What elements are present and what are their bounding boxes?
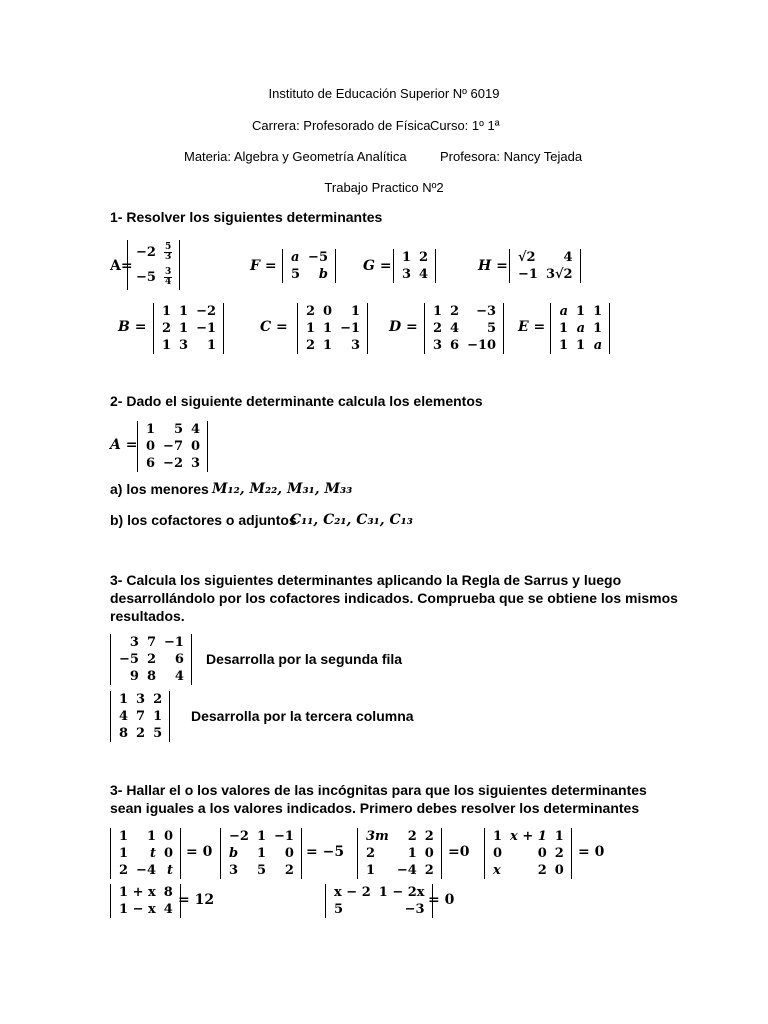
section2-heading: 2- Dado el siguiente determinante calcula los elementos	[110, 393, 483, 409]
cell: 1	[554, 829, 564, 844]
matrix-a	[127, 240, 180, 290]
cell: t	[167, 863, 174, 878]
cell: −2	[229, 829, 249, 844]
cell: x	[493, 863, 501, 878]
equation-det-2	[220, 828, 302, 879]
cell: 0	[323, 304, 333, 319]
document-title: Trabajo Practico Nº2	[324, 180, 444, 195]
cell: a	[291, 250, 300, 265]
matrix-e	[550, 303, 610, 354]
equation-5-rhs: = 12	[178, 892, 215, 908]
cell: −5	[136, 270, 156, 285]
cell: −5	[119, 652, 139, 667]
cell: 1	[119, 692, 129, 707]
cell: 1	[559, 321, 569, 336]
cofactors-text: b) los cofactores o adjuntos	[110, 512, 297, 528]
cell: −10	[467, 338, 497, 353]
cell: 0	[284, 846, 294, 861]
cell: −2	[163, 456, 183, 471]
cell: 1 + x	[119, 885, 156, 900]
cell: 1	[559, 338, 569, 353]
section3-heading-1: 3- Calcula los siguientes determinantes aplicando la Regla de Sarrus y luego	[110, 572, 622, 588]
career-line: Carrera: Profesorado de Física	[252, 118, 431, 133]
cell: 5	[487, 321, 497, 336]
subject-line: Materia: Algebra y Geometría Analítica	[184, 149, 407, 164]
cell: 1	[146, 422, 156, 437]
cell: 1	[323, 338, 333, 353]
minors-math: M₁₂, M₂₂, M₃₁, M₃₃	[212, 481, 353, 497]
sarrus-matrix-1	[110, 634, 192, 685]
cell: 0	[554, 863, 564, 878]
cell: 1	[179, 304, 189, 319]
cofactors-math: C₁₁, C₂₁, C₃₁, C₁₃	[290, 512, 413, 528]
cell: a	[576, 321, 586, 336]
equation-2-rhs: = −5	[306, 844, 345, 860]
cell: 0	[424, 846, 434, 861]
section3-heading-2: desarrollándolo por los cofactores indicados. Comprueba que se obtiene los mismos	[110, 590, 678, 606]
cell: −5	[308, 250, 328, 265]
cell: 2	[407, 829, 417, 844]
sarrus-matrix-2	[110, 691, 170, 742]
matrix-c	[297, 303, 368, 354]
equation-det-4	[484, 828, 572, 879]
cell: 1	[402, 250, 412, 265]
cell: 1	[162, 338, 172, 353]
cell: 2	[306, 338, 316, 353]
cell: 0	[164, 829, 174, 844]
cell: −1	[340, 321, 361, 336]
cell: 2	[119, 863, 129, 878]
cell: 2	[419, 250, 429, 265]
cell: 4	[174, 669, 184, 684]
matrix-c-label: C =	[260, 319, 288, 335]
cell: −4	[396, 863, 417, 878]
cell: 1	[576, 338, 586, 353]
cell: 1	[593, 321, 603, 336]
matrix-a-label: A=	[110, 258, 133, 274]
cell: 4	[419, 267, 429, 282]
cell: −1	[274, 829, 294, 844]
matrix-h	[509, 249, 581, 283]
matrix-d	[424, 303, 504, 354]
equation-3-rhs: =0	[448, 844, 470, 860]
cell: 3	[136, 692, 146, 707]
institute-line: Instituto de Educación Superior Nº 6019	[268, 86, 500, 101]
equation-6-rhs: = 0	[428, 892, 455, 908]
cell: 4	[163, 902, 173, 917]
cell: 3	[351, 338, 361, 353]
cell: 3	[433, 338, 443, 353]
fraction: $\frac{5}{3}$	[164, 242, 172, 262]
cell: 0	[191, 439, 201, 454]
cell: 2	[136, 726, 146, 741]
cell: −1	[196, 321, 217, 336]
cell: 1 − x	[119, 902, 156, 917]
matrix-f-label: F =	[250, 258, 277, 274]
cell: 1	[119, 829, 129, 844]
cell: 3	[402, 267, 412, 282]
cell: 5	[291, 267, 301, 282]
cell: 1	[256, 829, 266, 844]
cell: 8	[119, 726, 129, 741]
cell: t	[149, 846, 156, 861]
cell: 6	[146, 456, 156, 471]
cell: 1	[366, 863, 376, 878]
cell: 3m	[366, 829, 389, 844]
cell: 8	[146, 669, 156, 684]
cell: 2	[450, 304, 460, 319]
section4-heading-1: 3- Hallar el o los valores de las incógnitas para que los siguientes determinantes	[110, 782, 647, 798]
cell: 1	[207, 338, 217, 353]
section3-heading-3: resultados.	[110, 608, 185, 624]
matrix-b	[153, 303, 224, 354]
cell: 4	[191, 422, 201, 437]
cell: √2	[518, 250, 536, 265]
cell: a	[559, 304, 569, 319]
sarrus-note-1: Desarrolla por la segunda fila	[206, 651, 403, 667]
equation-det-1	[110, 828, 181, 879]
matrix-b-label: B =	[118, 319, 147, 335]
cell: 5	[256, 863, 266, 878]
cell: 5	[173, 422, 183, 437]
cell: 1	[119, 846, 129, 861]
cell: b	[318, 267, 328, 282]
cell: b	[229, 846, 239, 861]
cell: 2	[306, 304, 316, 319]
cell: 1	[146, 829, 156, 844]
cell: 2	[433, 321, 443, 336]
cell: 4	[563, 250, 573, 265]
section4-heading-2: sean iguales a los valores indicados. Primero debes resolver los determinantes	[110, 800, 640, 816]
cell: 3	[179, 338, 189, 353]
cell: 2	[162, 321, 172, 336]
cell: 0	[146, 439, 156, 454]
matrix-a2-label: A =	[110, 437, 138, 453]
matrix-d-label: D =	[389, 319, 418, 335]
cell	[160, 240, 176, 265]
cell: 1 − 2x	[378, 885, 425, 900]
cell: −2	[196, 304, 217, 319]
cell: 0	[164, 846, 174, 861]
cell: 2	[153, 692, 163, 707]
cell: 7	[146, 635, 156, 650]
cell: −3	[404, 902, 425, 917]
equation-4-rhs: = 0	[578, 844, 605, 860]
cell: 6	[174, 652, 184, 667]
sarrus-note-2: Desarrolla por la tercera columna	[191, 708, 414, 724]
cell: −1	[518, 267, 538, 282]
matrix-g	[393, 249, 436, 283]
fraction: $\frac{3}{4}$	[164, 267, 172, 287]
matrix-e-label: E =	[518, 319, 546, 335]
matrix-g-label: G =	[363, 258, 392, 274]
cell: 1	[256, 846, 266, 861]
cell: 6	[450, 338, 460, 353]
cell: 5	[334, 902, 344, 917]
cell: 4	[119, 709, 129, 724]
minors-text: a) los menores	[110, 481, 209, 497]
cell: 0	[537, 846, 547, 861]
cell: 2	[424, 829, 434, 844]
cell: 1	[351, 304, 361, 319]
cell: 3	[229, 863, 239, 878]
cell: −4	[136, 863, 156, 878]
cell: −3	[476, 304, 497, 319]
section1-heading: 1- Resolver los siguientes determinantes	[110, 209, 383, 225]
cell: 4	[450, 321, 460, 336]
cell: x + 1	[510, 829, 547, 844]
equation-det-5	[110, 884, 181, 918]
cell: 3	[129, 635, 139, 650]
cell: 2	[366, 846, 376, 861]
cell: 9	[129, 669, 139, 684]
cell: 5	[153, 726, 163, 741]
matrix-a2	[137, 421, 208, 472]
cell: 2	[146, 652, 156, 667]
cell: 2	[554, 846, 564, 861]
cell: 1	[162, 304, 172, 319]
cell: 1	[407, 846, 417, 861]
matrix-h-label: H =	[478, 258, 508, 274]
cell: 2	[537, 863, 547, 878]
cell: 7	[136, 709, 146, 724]
cell: a	[593, 338, 603, 353]
cell: 2	[284, 863, 294, 878]
cell: x − 2	[334, 885, 371, 900]
cell: 8	[163, 885, 173, 900]
cell: 1	[433, 304, 443, 319]
cell: 1	[576, 304, 586, 319]
cell: 1	[593, 304, 603, 319]
equation-1-rhs: = 0	[186, 844, 213, 860]
cell: 1	[323, 321, 333, 336]
cell: 2	[424, 863, 434, 878]
cell: 1	[306, 321, 316, 336]
teacher-line: Profesora: Nancy Tejada	[440, 149, 583, 164]
cell: −7	[163, 439, 183, 454]
cell: 1	[179, 321, 189, 336]
cell: −1	[164, 635, 184, 650]
cell: −2	[136, 245, 156, 260]
cell: 3	[191, 456, 201, 471]
cell	[160, 265, 176, 290]
course-line: Curso: 1º 1ª	[430, 118, 500, 133]
cell: 1	[493, 829, 503, 844]
matrix-f	[282, 249, 336, 283]
cell: 0	[493, 846, 503, 861]
equation-det-6	[325, 884, 433, 918]
cell: 1	[153, 709, 163, 724]
equation-det-3	[357, 828, 442, 879]
cell: 3√2	[545, 267, 573, 282]
